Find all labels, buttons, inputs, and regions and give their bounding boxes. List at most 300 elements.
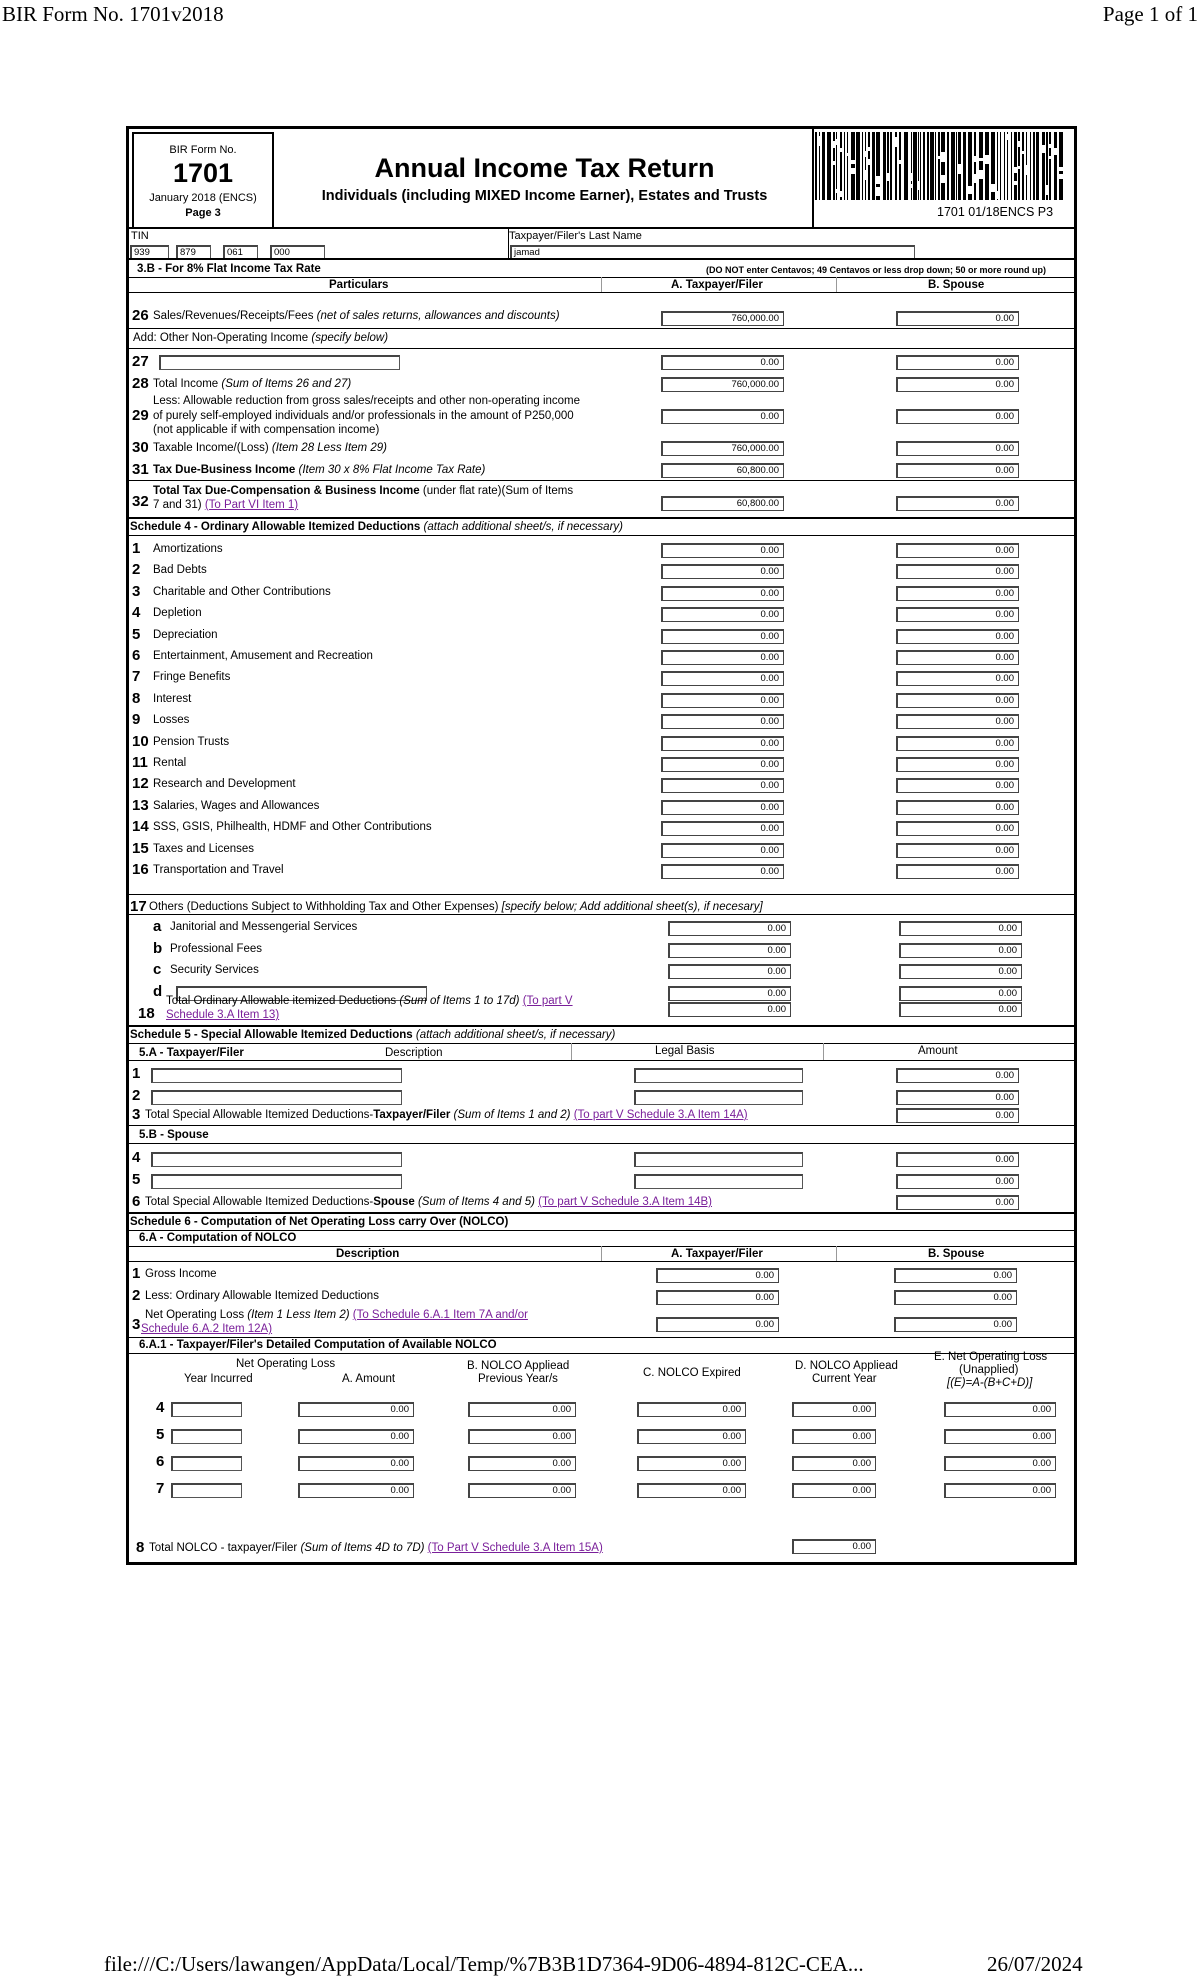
s5-item-2-number: 2 bbox=[132, 1086, 141, 1104]
nolco-row-6-amount-field[interactable]: 0.00 bbox=[298, 1456, 414, 1471]
col-6a-description: Description bbox=[336, 1248, 400, 1260]
s4-item-4-spouse-field[interactable]: 0.00 bbox=[896, 607, 1019, 622]
s4-item-10-spouse-field[interactable]: 0.00 bbox=[896, 736, 1019, 751]
item-28-spouse-field[interactable]: 0.00 bbox=[896, 377, 1019, 392]
s4-item-8-spouse-field[interactable]: 0.00 bbox=[896, 693, 1019, 708]
barcode-gap bbox=[938, 156, 940, 159]
barcode-bar bbox=[862, 132, 863, 200]
s4-item-15-taxpayer-field[interactable]: 0.00 bbox=[661, 843, 784, 858]
item-5-3-number: 3 bbox=[132, 1106, 141, 1123]
s4-item-6-number: 6 bbox=[132, 647, 141, 664]
nolco-row-7-b-field[interactable]: 0.00 bbox=[468, 1483, 576, 1498]
s4-item-17c-taxpayer-field[interactable]: 0.00 bbox=[668, 964, 791, 979]
add-other-income-label: Add: Other Non-Operating Income (specify below) bbox=[133, 332, 389, 344]
item-29-line3: (not applicable if with compensation income) bbox=[153, 424, 380, 436]
item-26-taxpayer-field[interactable]: 760,000.00 bbox=[661, 311, 784, 326]
barcode-gap bbox=[1026, 165, 1027, 175]
nolco-row-4-e-field[interactable]: 0.00 bbox=[944, 1402, 1056, 1417]
col-year-incurred: Year Incurred bbox=[184, 1373, 253, 1385]
barcode-bar bbox=[974, 132, 976, 200]
print-footer-date: 26/07/2024 bbox=[987, 1952, 1083, 1976]
form-page: Page 3 bbox=[185, 207, 221, 219]
nolco-row-7-c-field[interactable]: 0.00 bbox=[637, 1483, 746, 1498]
s4-item-8-taxpayer-field[interactable]: 0.00 bbox=[661, 693, 784, 708]
s4-item-17d-spouse-field[interactable]: 0.00 bbox=[899, 986, 1022, 1001]
s4-item-9-label: Losses bbox=[153, 714, 190, 727]
item-32-number: 32 bbox=[132, 493, 149, 510]
print-footer-path: file:///C:/Users/lawangen/AppData/Local/Temp/%7B3B1D7364-9D06-4894-812C-CEA... bbox=[104, 1952, 864, 1976]
col-6a-taxpayer: A. Taxpayer/Filer bbox=[671, 1248, 763, 1260]
barcode-gap bbox=[991, 184, 995, 192]
barcode-bar bbox=[887, 132, 889, 200]
s4-item-16-label: Transportation and Travel bbox=[153, 864, 284, 876]
nolco-row-7-e-field[interactable]: 0.00 bbox=[944, 1483, 1056, 1498]
item-32-spouse-field[interactable]: 0.00 bbox=[896, 496, 1019, 511]
s4-item-11-number: 11 bbox=[132, 754, 148, 771]
s4-item-2-number: 2 bbox=[132, 561, 141, 579]
barcode-gap bbox=[1018, 141, 1020, 147]
barcode-gap bbox=[836, 139, 837, 145]
nolco-row-5-number: 5 bbox=[156, 1426, 165, 1443]
s4-item-5-taxpayer-field[interactable]: 0.00 bbox=[661, 629, 784, 644]
barcode-bar bbox=[815, 132, 817, 200]
s4-item-4-number: 4 bbox=[132, 604, 141, 622]
tin-part-3[interactable]: 061 bbox=[223, 245, 258, 260]
schedule-6a1-title: 6.A.1 - Taxpayer/Filer's Detailed Computation of Available NOLCO bbox=[139, 1339, 497, 1351]
s5-item-2-legal-basis-field[interactable] bbox=[634, 1090, 803, 1105]
tin-part-2[interactable]: 879 bbox=[176, 245, 211, 260]
item-32-link[interactable]: (To Part VI Item 1) bbox=[204, 499, 299, 511]
s4-item-14-taxpayer-field[interactable]: 0.00 bbox=[661, 821, 784, 836]
s4-item-7-taxpayer-field[interactable]: 0.00 bbox=[661, 671, 784, 686]
barcode-bar bbox=[997, 132, 998, 200]
item-6-3-link[interactable]: Schedule 6.A.2 Item 12A) bbox=[141, 1323, 273, 1335]
s4-item-7-number: 7 bbox=[132, 668, 141, 686]
barcode-bar bbox=[1000, 132, 1001, 200]
col-taxpayer: A. Taxpayer/Filer bbox=[671, 279, 763, 291]
barcode-bar bbox=[890, 132, 892, 200]
barcode-gap bbox=[868, 147, 870, 151]
s4-item-14-label: SSS, GSIS, Philhealth, HDMF and Other Contributions bbox=[153, 821, 432, 834]
item-18-number: 18 bbox=[138, 1005, 155, 1022]
barcode-gap bbox=[1007, 134, 1008, 140]
s4-item-9-number: 9 bbox=[132, 711, 141, 729]
nolco-row-6-c-field[interactable]: 0.00 bbox=[637, 1456, 746, 1471]
barcode-bar bbox=[840, 132, 842, 200]
item-28-label: Total Income (Sum of Items 26 and 27) bbox=[153, 378, 352, 390]
col-e-line3: [(E)=A-(B+C+D)] bbox=[947, 1377, 1033, 1389]
s5-item-4-number: 4 bbox=[132, 1149, 141, 1166]
s4-item-14-spouse-field[interactable]: 0.00 bbox=[896, 821, 1019, 836]
nolco-row-7-year-field[interactable] bbox=[171, 1483, 242, 1498]
s4-item-17a-spouse-field[interactable]: 0.00 bbox=[899, 921, 1022, 936]
s4-item-13-taxpayer-field[interactable]: 0.00 bbox=[661, 800, 784, 815]
barcode-bar bbox=[947, 132, 949, 200]
s4-item-15-spouse-field[interactable]: 0.00 bbox=[896, 843, 1019, 858]
s4-item-8-number: 8 bbox=[132, 689, 141, 707]
barcode-gap bbox=[1022, 151, 1024, 154]
nolco-row-5-b-field[interactable]: 0.00 bbox=[468, 1429, 576, 1444]
item-5-6-label: Total Special Allowable Itemized Deductions-Spouse (Sum of Items 4 and 5) (To part V Schedule 3.A Item 14B) bbox=[145, 1196, 712, 1208]
barcode-gap bbox=[836, 189, 837, 193]
barcode-bar bbox=[956, 132, 957, 200]
barcode-bar bbox=[899, 132, 901, 200]
s6-item-2-taxpayer-field[interactable]: 0.00 bbox=[656, 1290, 779, 1305]
s5-item-5-legal-basis-field[interactable] bbox=[634, 1174, 803, 1189]
nolco-row-7-number: 7 bbox=[156, 1480, 165, 1497]
section-3b-title: 3.B - For 8% Flat Income Tax Rate bbox=[137, 263, 321, 275]
barcode-gap bbox=[911, 173, 912, 181]
s4-item-3-number: 3 bbox=[132, 582, 141, 600]
barcode-bar bbox=[923, 132, 925, 200]
barcode-gap bbox=[1014, 181, 1017, 185]
s4-item-3-label: Charitable and Other Contributions bbox=[153, 585, 331, 598]
barcode-gap bbox=[847, 153, 848, 156]
s4-item-17c-spouse-field[interactable]: 0.00 bbox=[899, 964, 1022, 979]
s6-item-2-spouse-field[interactable]: 0.00 bbox=[894, 1290, 1017, 1305]
barcode-gap bbox=[941, 152, 945, 162]
col-e-line1: E. Net Operating Loss bbox=[934, 1351, 1048, 1363]
s4-item-17a-taxpayer-field[interactable]: 0.00 bbox=[668, 921, 791, 936]
s5-item-5-number: 5 bbox=[132, 1170, 141, 1188]
barcode-gap bbox=[833, 161, 835, 165]
schedule-5b-title: 5.B - Spouse bbox=[139, 1129, 209, 1141]
item-18-taxpayer-field[interactable]: 0.00 bbox=[668, 1002, 791, 1017]
s4-item-11-taxpayer-field[interactable]: 0.00 bbox=[661, 757, 784, 772]
form-no: 1701 bbox=[172, 158, 234, 188]
item-27-taxpayer-field[interactable]: 0.00 bbox=[661, 355, 784, 370]
item-18-spouse-field[interactable]: 0.00 bbox=[899, 1002, 1022, 1017]
item-27-number: 27 bbox=[132, 353, 149, 370]
barcode-gap bbox=[1042, 145, 1045, 153]
barcode-gap bbox=[1049, 144, 1051, 148]
last-name-label: Taxpayer/Filer's Last Name bbox=[509, 230, 642, 242]
s4-item-7-spouse-field[interactable]: 0.00 bbox=[896, 671, 1019, 686]
print-header-form-label: BIR Form No. 1701v2018 bbox=[2, 2, 224, 26]
barcode-gap bbox=[865, 151, 866, 157]
item-17-label: Others (Deductions Subject to Withholding Tax and Other Expenses) [specify below; Add additional sheet(s), if necesary] bbox=[149, 901, 763, 913]
s4-item-4-label: Depletion bbox=[153, 607, 202, 620]
nolco-row-5-d-field[interactable]: 0.00 bbox=[792, 1429, 876, 1444]
barcode-gap bbox=[997, 191, 998, 199]
s4-item-11-spouse-field[interactable]: 0.00 bbox=[896, 757, 1019, 772]
barcode-gap bbox=[876, 187, 880, 196]
barcode-gap bbox=[895, 137, 897, 147]
col-particulars: Particulars bbox=[329, 279, 389, 291]
item-6-8-label: Total NOLCO - taxpayer/Filer (Sum of Items 4D to 7D) (To Part V Schedule 3.A Item 15A) bbox=[149, 1542, 603, 1554]
item-29-taxpayer-field[interactable]: 0.00 bbox=[661, 409, 784, 424]
nolco-row-5-amount-field[interactable]: 0.00 bbox=[298, 1429, 414, 1444]
barcode-image bbox=[815, 132, 1065, 200]
s4-item-17a-label: Janitorial and Messengerial Services bbox=[170, 921, 358, 933]
last-name-field[interactable]: jamad bbox=[510, 245, 915, 260]
print-header-page: Page 1 of 1 bbox=[1102, 2, 1198, 26]
s4-item-10-number: 10 bbox=[132, 732, 149, 750]
nolco-row-4-d-field[interactable]: 0.00 bbox=[792, 1402, 876, 1417]
item-28-number: 28 bbox=[132, 375, 149, 392]
barcode-gap bbox=[1046, 185, 1048, 195]
s5-item-1-legal-basis-field[interactable] bbox=[634, 1068, 803, 1083]
item-5-3-label: Total Special Allowable Itemized Deductions-Taxpayer/Filer (Sum of Items 1 and 2) (To part V Schedule 3.A Item 14A) bbox=[145, 1109, 748, 1121]
tin-label: TIN bbox=[131, 230, 149, 242]
col-nol: Net Operating Loss bbox=[236, 1358, 336, 1370]
barcode-bar bbox=[1033, 132, 1035, 200]
barcode-gap bbox=[979, 158, 983, 161]
barcode-bar bbox=[827, 132, 831, 200]
nolco-row-7-d-field[interactable]: 0.00 bbox=[792, 1483, 876, 1498]
item-30-taxpayer-field[interactable]: 760,000.00 bbox=[661, 441, 784, 456]
nolco-row-7-amount-field[interactable]: 0.00 bbox=[298, 1483, 414, 1498]
tin-part-4[interactable]: 000 bbox=[270, 245, 325, 260]
barcode-bar bbox=[865, 132, 866, 200]
barcode-gap bbox=[918, 181, 919, 190]
s4-item-17c-label: Security Services bbox=[170, 964, 259, 976]
s4-item-12-number: 12 bbox=[132, 775, 149, 793]
barcode-code: 1701 01/18ENCS P3 bbox=[937, 205, 1054, 219]
barcode-gap bbox=[968, 186, 972, 194]
s4-item-5-label: Depreciation bbox=[153, 628, 218, 641]
item-31-number: 31 bbox=[132, 461, 149, 478]
barcode-gap bbox=[868, 159, 870, 165]
s4-item-2-label: Bad Debts bbox=[153, 564, 207, 577]
nolco-row-6-year-field[interactable] bbox=[171, 1456, 242, 1471]
nolco-row-4-year-field[interactable] bbox=[171, 1402, 242, 1417]
barcode-bar bbox=[941, 132, 945, 200]
s6-item-1-number: 1 bbox=[132, 1265, 141, 1282]
barcode-bar bbox=[822, 132, 825, 200]
nolco-row-5-e-field[interactable]: 0.00 bbox=[944, 1429, 1056, 1444]
col-6a-spouse: B. Spouse bbox=[928, 1248, 985, 1260]
s4-item-12-label: Research and Development bbox=[153, 778, 296, 791]
nolco-row-6-e-field[interactable]: 0.00 bbox=[944, 1456, 1056, 1471]
barcode-gap bbox=[985, 155, 989, 164]
item-29-spouse-field[interactable]: 0.00 bbox=[896, 409, 1019, 424]
item-27-specify-field[interactable] bbox=[159, 355, 400, 370]
item-6-3-line1: Net Operating Loss (Item 1 Less Item 2) (To Schedule 6.A.1 Item 7A and/or bbox=[145, 1309, 528, 1321]
s6-item-1-taxpayer-field[interactable]: 0.00 bbox=[656, 1268, 779, 1283]
item-32-line1: Total Tax Due-Compensation & Business Income (under flat rate)(Sum of Items bbox=[153, 485, 574, 497]
s4-item-16-taxpayer-field[interactable]: 0.00 bbox=[661, 864, 784, 879]
item-26-spouse-field[interactable]: 0.00 bbox=[896, 311, 1019, 326]
barcode-bar bbox=[1022, 132, 1024, 200]
nolco-row-4-c-field[interactable]: 0.00 bbox=[637, 1402, 746, 1417]
barcode-gap bbox=[941, 175, 945, 183]
section-3b-note: (DO NOT enter Centavos; 49 Centavos or less drop down; 50 or more round up) bbox=[706, 265, 1047, 275]
item-29-line1: Less: Allowable reduction from gross sales/receipts and other non-operating income bbox=[153, 395, 581, 407]
s4-item-13-spouse-field[interactable]: 0.00 bbox=[896, 800, 1019, 815]
s6-item-2-label: Less: Ordinary Allowable Itemized Deductions bbox=[145, 1289, 379, 1302]
barcode-bar bbox=[935, 132, 936, 200]
barcode-bar bbox=[856, 132, 860, 200]
s4-item-14-number: 14 bbox=[132, 818, 149, 836]
nolco-row-4-number: 4 bbox=[156, 1399, 165, 1416]
s4-item-6-spouse-field[interactable]: 0.00 bbox=[896, 650, 1019, 665]
barcode-bar bbox=[883, 132, 886, 200]
barcode-bar bbox=[979, 132, 983, 200]
s4-item-5-spouse-field[interactable]: 0.00 bbox=[896, 629, 1019, 644]
s4-item-12-taxpayer-field[interactable]: 0.00 bbox=[661, 778, 784, 793]
item-32-line2: 7 and 31) (To Part VI Item 1) bbox=[153, 499, 299, 511]
form-no-label: BIR Form No. bbox=[169, 144, 237, 156]
s4-item-17d-letter: d bbox=[153, 982, 163, 1000]
s5-item-2-amount-field[interactable]: 0.00 bbox=[896, 1090, 1019, 1105]
item-30-number: 30 bbox=[132, 439, 149, 456]
item-26-label: Sales/Revenues/Receipts/Fees (net of sales returns, allowances and discounts) bbox=[153, 310, 560, 322]
schedule-4-title: Schedule 4 - Ordinary Allowable Itemized Deductions (attach additional sheet/s, if necessary) bbox=[130, 521, 623, 533]
barcode-gap bbox=[958, 164, 961, 174]
s4-item-15-label: Taxes and Licenses bbox=[153, 842, 255, 855]
nolco-row-6-number: 6 bbox=[156, 1453, 165, 1470]
s4-item-10-taxpayer-field[interactable]: 0.00 bbox=[661, 736, 784, 751]
barcode-gap bbox=[851, 168, 855, 174]
nolco-row-4-amount-field[interactable]: 0.00 bbox=[298, 1402, 414, 1417]
item-5-3-amount-field[interactable]: 0.00 bbox=[896, 1108, 1019, 1123]
s5-item-5-description-field[interactable] bbox=[151, 1174, 402, 1189]
item-6-8-number: 8 bbox=[136, 1539, 145, 1556]
schedule-6a-title: 6.A - Computation of NOLCO bbox=[139, 1232, 297, 1244]
barcode-bar bbox=[1014, 132, 1017, 200]
item-30-spouse-field[interactable]: 0.00 bbox=[896, 441, 1019, 456]
col-description: Description bbox=[385, 1047, 443, 1059]
barcode-bar bbox=[851, 132, 855, 200]
s4-item-16-spouse-field[interactable]: 0.00 bbox=[896, 864, 1019, 879]
item-5-6-number: 6 bbox=[132, 1193, 141, 1210]
nolco-row-5-year-field[interactable] bbox=[171, 1429, 242, 1444]
s4-item-17b-taxpayer-field[interactable]: 0.00 bbox=[668, 943, 791, 958]
item-5-6-amount-field[interactable]: 0.00 bbox=[896, 1195, 1019, 1210]
s4-item-17b-label: Professional Fees bbox=[170, 942, 263, 955]
s6-item-2-number: 2 bbox=[132, 1286, 141, 1304]
barcode-bar bbox=[927, 132, 929, 200]
s5-item-1-amount-field[interactable]: 0.00 bbox=[896, 1068, 1019, 1083]
s4-item-3-taxpayer-field[interactable]: 0.00 bbox=[661, 586, 784, 601]
tin-part-1[interactable]: 939 bbox=[130, 245, 169, 260]
barcode-bar bbox=[1036, 132, 1039, 200]
col-legal-basis: Legal Basis bbox=[655, 1045, 715, 1057]
barcode-gap bbox=[1049, 156, 1051, 159]
s5-item-1-description-field[interactable] bbox=[151, 1068, 402, 1083]
item-31-label: Tax Due-Business Income (Item 30 x 8% Flat Income Tax Rate) bbox=[153, 464, 486, 476]
barcode-gap bbox=[1018, 166, 1020, 169]
item-6-8-total-field[interactable]: 0.00 bbox=[792, 1539, 876, 1554]
s5-item-1-number: 1 bbox=[132, 1065, 141, 1082]
barcode-bar bbox=[872, 132, 875, 200]
barcode-bar bbox=[1054, 132, 1057, 200]
s4-item-2-taxpayer-field[interactable]: 0.00 bbox=[661, 564, 784, 579]
item-27-spouse-field[interactable]: 0.00 bbox=[896, 355, 1019, 370]
item-6-3-spouse-field[interactable]: 0.00 bbox=[894, 1317, 1017, 1332]
s4-item-15-number: 15 bbox=[132, 839, 149, 857]
s5-item-4-amount-field[interactable]: 0.00 bbox=[896, 1152, 1019, 1167]
col-spouse: B. Spouse bbox=[928, 279, 985, 291]
col-c: C. NOLCO Expired bbox=[643, 1367, 741, 1379]
col-e-line2: (Unapplied) bbox=[959, 1364, 1019, 1376]
barcode-bar bbox=[1059, 132, 1063, 200]
s6-item-1-label: Gross Income bbox=[145, 1268, 217, 1280]
barcode-gap bbox=[1059, 167, 1063, 171]
item-32-taxpayer-field[interactable]: 60,800.00 bbox=[661, 496, 784, 511]
barcode-bar bbox=[844, 132, 845, 200]
s4-item-6-taxpayer-field[interactable]: 0.00 bbox=[661, 650, 784, 665]
s6-item-1-spouse-field[interactable]: 0.00 bbox=[894, 1268, 1017, 1283]
item-6-3-number: 3 bbox=[132, 1316, 141, 1333]
s4-item-12-spouse-field[interactable]: 0.00 bbox=[896, 778, 1019, 793]
barcode-gap bbox=[1014, 167, 1017, 173]
s4-item-17b-spouse-field[interactable]: 0.00 bbox=[899, 943, 1022, 958]
item-18-link[interactable]: Schedule 3.A Item 13) bbox=[166, 1009, 280, 1021]
s4-item-17a-letter: a bbox=[153, 918, 162, 935]
schedule-5-title: Schedule 5 - Special Allowable Itemized Deductions (attach additional sheet/s, if necessary) bbox=[130, 1029, 616, 1041]
form-version: January 2018 (ENCS) bbox=[149, 192, 257, 204]
nolco-row-5-c-field[interactable]: 0.00 bbox=[637, 1429, 746, 1444]
item-29-number: 29 bbox=[132, 407, 149, 424]
barcode-gap bbox=[851, 160, 855, 164]
barcode-bar bbox=[904, 132, 908, 200]
barcode-gap bbox=[979, 170, 983, 179]
form-title: Annual Income Tax Return bbox=[374, 153, 715, 183]
barcode-bar bbox=[1011, 132, 1012, 200]
col-b-line1: B. NOLCO Appliead bbox=[467, 1360, 570, 1372]
s4-item-1-taxpayer-field[interactable]: 0.00 bbox=[661, 543, 784, 558]
barcode-gap bbox=[974, 156, 976, 162]
barcode-gap bbox=[1059, 174, 1063, 179]
s5-item-2-description-field[interactable] bbox=[151, 1090, 402, 1105]
barcode-bar bbox=[1042, 132, 1045, 200]
item-29-line2: of purely self-employed individuals and/or professionals in the amount of P250,000 bbox=[153, 410, 574, 422]
item-17-number: 17 bbox=[130, 898, 147, 915]
item-31-taxpayer-field[interactable]: 60,800.00 bbox=[661, 463, 784, 478]
s4-item-13-label: Salaries, Wages and Allowances bbox=[153, 799, 320, 812]
form-id-block bbox=[132, 132, 274, 227]
item-26-number: 26 bbox=[132, 307, 149, 324]
s4-item-13-number: 13 bbox=[132, 796, 149, 814]
barcode-gap bbox=[819, 136, 820, 146]
s5-item-4-description-field[interactable] bbox=[151, 1152, 402, 1167]
s4-item-17b-letter: b bbox=[153, 939, 163, 957]
item-31-spouse-field[interactable]: 0.00 bbox=[896, 463, 1019, 478]
s5-item-5-amount-field[interactable]: 0.00 bbox=[896, 1174, 1019, 1189]
barcode-bar bbox=[1049, 132, 1051, 200]
s4-item-1-spouse-field[interactable]: 0.00 bbox=[896, 543, 1019, 558]
nolco-row-6-b-field[interactable]: 0.00 bbox=[468, 1456, 576, 1471]
s4-item-9-spouse-field[interactable]: 0.00 bbox=[896, 714, 1019, 729]
bir-form-1701-page3 bbox=[126, 126, 1077, 1565]
barcode-bar bbox=[911, 132, 912, 200]
barcode-bar bbox=[868, 132, 870, 200]
nolco-row-4-b-field[interactable]: 0.00 bbox=[468, 1402, 576, 1417]
s5-item-4-legal-basis-field[interactable] bbox=[634, 1152, 803, 1167]
s4-item-9-taxpayer-field[interactable]: 0.00 bbox=[661, 714, 784, 729]
item-28-taxpayer-field[interactable]: 760,000.00 bbox=[661, 377, 784, 392]
nolco-row-6-d-field[interactable]: 0.00 bbox=[792, 1456, 876, 1471]
schedule-6-title: Schedule 6 - Computation of Net Operating Loss carry Over (NOLCO) bbox=[130, 1216, 509, 1228]
s4-item-3-spouse-field[interactable]: 0.00 bbox=[896, 586, 1019, 601]
s4-item-17d-taxpayer-field[interactable]: 0.00 bbox=[668, 986, 791, 1001]
col-d-line1: D. NOLCO Appliead bbox=[795, 1360, 898, 1372]
item-6-3-taxpayer-field[interactable]: 0.00 bbox=[656, 1317, 779, 1332]
s4-item-1-number: 1 bbox=[132, 540, 141, 557]
s4-item-10-label: Pension Trusts bbox=[153, 735, 230, 748]
s4-item-2-spouse-field[interactable]: 0.00 bbox=[896, 564, 1019, 579]
barcode-bar bbox=[1004, 132, 1005, 200]
barcode-bar bbox=[938, 132, 940, 200]
barcode-gap bbox=[840, 191, 842, 197]
s4-item-16-number: 16 bbox=[132, 861, 149, 878]
s4-item-4-taxpayer-field[interactable]: 0.00 bbox=[661, 607, 784, 622]
barcode-bar bbox=[985, 132, 989, 200]
barcode-bar bbox=[913, 132, 917, 200]
s4-item-5-number: 5 bbox=[132, 625, 141, 643]
